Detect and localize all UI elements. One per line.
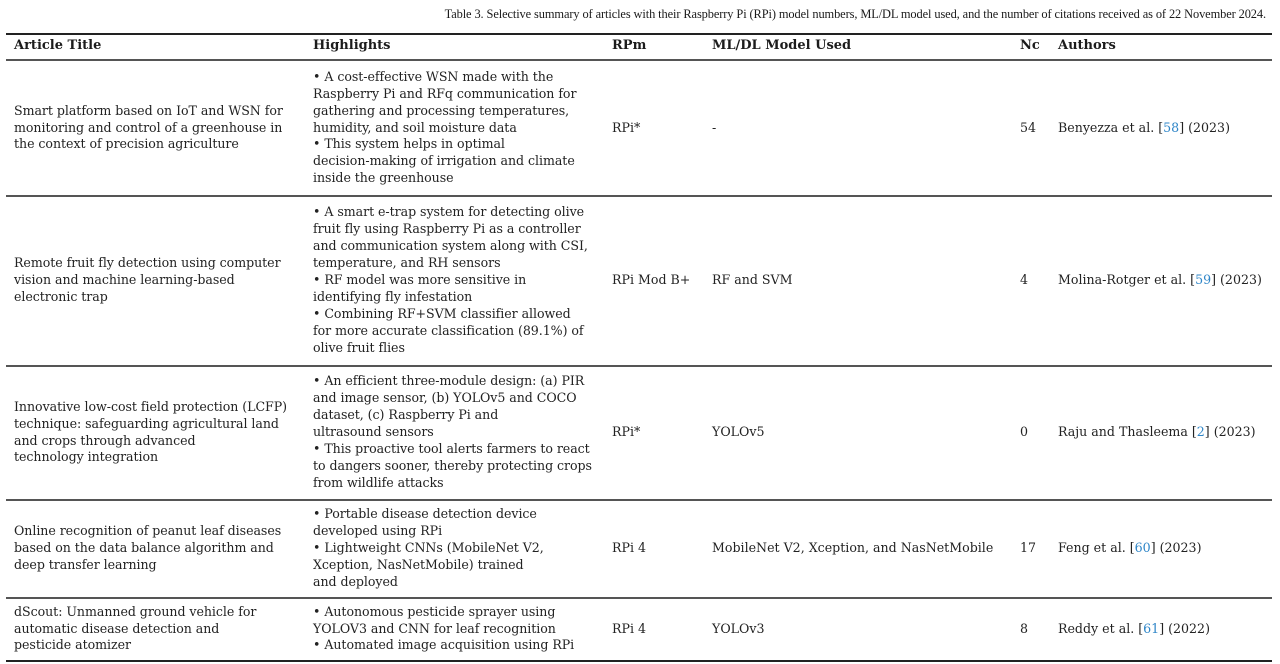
- model-value: MobileNet V2, Xception, and NasNetMobile: [712, 540, 994, 556]
- highlight-line: developed using RPi: [313, 523, 443, 539]
- author-line: Reddy et al. [61] (2022): [1058, 620, 1210, 636]
- title-line: the context of precision agriculture: [14, 136, 239, 152]
- highlight-line: and communication system along with CSI,: [313, 238, 588, 254]
- highlight-line: YOLOV3 and CNN for leaf recognition: [313, 620, 556, 636]
- author-year: (2022): [1168, 620, 1210, 636]
- table-caption: Table 3. Selective summary of articles with their Raspberry Pi (RPi) model numbers, ML/DL model used, and the number of citations received as of 22 November 2024.: [444, 7, 1266, 21]
- title-line: electronic trap: [14, 288, 108, 304]
- highlight-line: Raspberry Pi and RFq communication for: [313, 85, 577, 101]
- author-line: Raju and Thasleema [2] (2023): [1058, 424, 1256, 440]
- author-name: Reddy et al.: [1058, 620, 1135, 636]
- citation-link[interactable]: 61: [1143, 620, 1160, 636]
- citation-link[interactable]: 2: [1196, 424, 1205, 440]
- table-row: [0, 366, 1280, 499]
- highlight-line: • Lightweight CNNs (MobileNet V2,: [313, 540, 544, 556]
- cell-authors: [1058, 61, 1278, 195]
- title-line: technique: safeguarding agricultural land: [14, 415, 279, 431]
- title-line: automatic disease detection and: [14, 620, 220, 636]
- cell-rpm: [612, 366, 708, 499]
- title-line: technology integration: [14, 449, 159, 465]
- cell-highlights: [313, 598, 609, 660]
- highlight-line: and image sensor, (b) YOLOv5 and COCO: [313, 390, 577, 406]
- rpm-value: RPi*: [612, 119, 641, 135]
- cell-article-title: [14, 500, 306, 597]
- table-row: [0, 61, 1280, 195]
- table-row: [0, 196, 1280, 365]
- highlight-line: • This proactive tool alerts farmers to react: [313, 440, 590, 456]
- cell-authors: [1058, 598, 1278, 660]
- rpm-value: RPi 4: [612, 540, 646, 556]
- highlight-line: identifying fly infestation: [313, 288, 473, 304]
- highlight-line: • Portable disease detection device: [313, 506, 537, 522]
- cell-model: [712, 196, 1018, 365]
- title-line: dScout: Unmanned ground vehicle for: [14, 603, 257, 619]
- cell-model: [712, 61, 1018, 195]
- cell-highlights: [313, 366, 609, 499]
- highlight-line: • A cost-effective WSN made with the: [313, 68, 554, 84]
- citation-link[interactable]: 59: [1195, 272, 1212, 288]
- cell-highlights: [313, 500, 609, 597]
- title-line: deep transfer learning: [14, 556, 157, 572]
- title-line: monitoring and control of a greenhouse in: [14, 119, 283, 135]
- cell-rpm: [612, 61, 708, 195]
- header-nc: Nc: [1020, 38, 1040, 53]
- highlight-line: fruit fly using Raspberry Pi as a controller: [313, 221, 581, 237]
- header-model: ML/DL Model Used: [712, 38, 852, 53]
- title-line: vision and machine learning-based: [14, 272, 235, 288]
- cell-highlights: [313, 196, 609, 365]
- cell-highlights: [313, 61, 609, 195]
- cell-nc: [1020, 196, 1056, 365]
- highlight-line: • RF model was more sensitive in: [313, 272, 527, 288]
- highlight-line: to dangers sooner, thereby protecting crops: [313, 457, 592, 473]
- citation-count: 54: [1020, 119, 1037, 135]
- cell-article-title: [14, 196, 306, 365]
- table-bottom-rule: [6, 660, 1272, 662]
- table-top-rule: [6, 33, 1272, 35]
- table-row: [0, 500, 1280, 597]
- author-line: Molina-Rotger et al. [59] (2023): [1058, 272, 1262, 288]
- highlight-line: • This system helps in optimal: [313, 136, 505, 152]
- cell-article-title: [14, 61, 306, 195]
- rpm-value: RPi Mod B+: [612, 272, 691, 288]
- title-line: Online recognition of peanut leaf diseases: [14, 523, 282, 539]
- author-year: (2023): [1220, 272, 1262, 288]
- cell-nc: [1020, 366, 1056, 499]
- highlight-line: from wildlife attacks: [313, 474, 444, 490]
- highlight-line: and deployed: [313, 573, 398, 589]
- title-line: Remote fruit fly detection using computer: [14, 255, 281, 271]
- author-name: Molina-Rotger et al.: [1058, 272, 1187, 288]
- title-line: and crops through advanced: [14, 432, 196, 448]
- author-name: Raju and Thasleema: [1058, 424, 1188, 440]
- highlight-line: • An efficient three-module design: (a) PIR: [313, 373, 585, 389]
- highlight-line: temperature, and RH sensors: [313, 255, 501, 271]
- cell-authors: [1058, 366, 1278, 499]
- highlight-line: decision-making of irrigation and climate: [313, 153, 575, 169]
- header-rpm: RPm: [612, 38, 647, 53]
- table-row: [0, 598, 1280, 660]
- title-line: based on the data balance algorithm and: [14, 540, 274, 556]
- header-authors: Authors: [1058, 38, 1116, 53]
- title-line: Innovative low-cost field protection (LCFP): [14, 398, 288, 414]
- rpm-value: RPi*: [612, 424, 641, 440]
- highlight-line: for more accurate classification (89.1%) of: [313, 322, 584, 338]
- cell-model: [712, 598, 1018, 660]
- cell-nc: [1020, 61, 1056, 195]
- highlight-line: olive fruit flies: [313, 339, 405, 355]
- highlight-line: ultrasound sensors: [313, 424, 434, 440]
- title-line: Smart platform based on IoT and WSN for: [14, 102, 283, 118]
- citation-count: 17: [1020, 540, 1037, 556]
- citation-link[interactable]: 60: [1134, 540, 1151, 556]
- model-value: RF and SVM: [712, 272, 793, 288]
- author-name: Benyezza et al.: [1058, 119, 1155, 135]
- title-line: pesticide atomizer: [14, 637, 131, 653]
- author-name: Feng et al.: [1058, 540, 1126, 556]
- cell-model: [712, 500, 1018, 597]
- cell-model: [712, 366, 1018, 499]
- rpm-value: RPi 4: [612, 620, 646, 636]
- highlight-line: • Combining RF+SVM classifier allowed: [313, 305, 571, 321]
- cell-rpm: [612, 598, 708, 660]
- highlight-line: gathering and processing temperatures,: [313, 102, 570, 118]
- author-year: (2023): [1213, 424, 1256, 440]
- model-value: YOLOv3: [712, 620, 765, 636]
- citation-count: 0: [1020, 424, 1029, 440]
- model-value: YOLOv5: [712, 424, 765, 440]
- highlight-line: • Automated image acquisition using RPi: [313, 637, 575, 653]
- header-article-title: Article Title: [14, 38, 102, 53]
- cell-authors: [1058, 196, 1278, 365]
- author-year: (2023): [1159, 540, 1202, 556]
- cell-nc: [1020, 500, 1056, 597]
- citation-count: 8: [1020, 620, 1029, 636]
- cell-article-title: [14, 366, 306, 499]
- cell-rpm: [612, 196, 708, 365]
- citation-count: 4: [1020, 272, 1029, 288]
- cell-article-title: [14, 598, 306, 660]
- header-highlights: Highlights: [313, 38, 391, 53]
- highlight-line: • Autonomous pesticide sprayer using: [313, 603, 556, 619]
- citation-link[interactable]: 58: [1163, 119, 1180, 135]
- highlight-line: inside the greenhouse: [313, 170, 454, 186]
- author-line: Feng et al. [60] (2023): [1058, 540, 1202, 556]
- highlight-line: humidity, and soil moisture data: [313, 119, 517, 135]
- author-year: (2023): [1188, 119, 1230, 135]
- author-line: Benyezza et al. [58] (2023): [1058, 119, 1230, 135]
- cell-rpm: [612, 500, 708, 597]
- cell-nc: [1020, 598, 1056, 660]
- model-value: -: [712, 119, 717, 135]
- highlight-line: • A smart e-trap system for detecting olive: [313, 204, 585, 220]
- highlight-line: Xception, NasNetMobile) trained: [313, 556, 524, 572]
- highlight-line: dataset, (c) Raspberry Pi and: [313, 407, 499, 423]
- cell-authors: [1058, 500, 1278, 597]
